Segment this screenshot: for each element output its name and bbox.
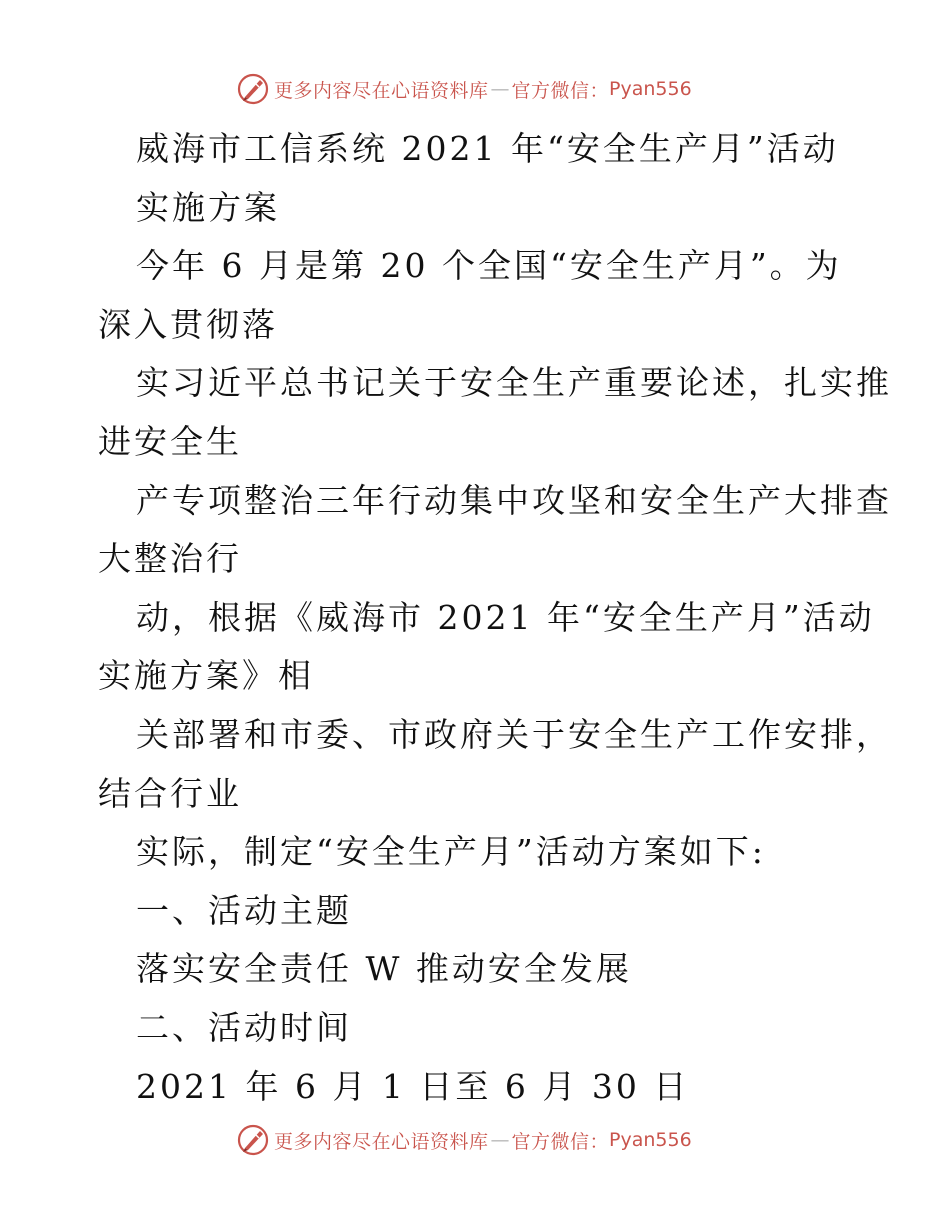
title-line-2: 实施方案 <box>136 187 280 227</box>
document-body <box>98 120 892 1116</box>
paragraph-line: 2021 年 6 月 1 日至 6 月 30 日 <box>136 1066 690 1106</box>
section-heading-time: 二、活动时间 <box>136 1007 352 1047</box>
paragraph-line: 进安全生 <box>98 421 242 461</box>
paragraph-line: 动，根据《威海市 2021 年“安全生产月”活动 <box>136 597 875 637</box>
header-watermark <box>236 72 692 106</box>
quill-pen-logo-icon <box>236 1123 270 1157</box>
watermark-suffix: 官方微信： <box>511 79 610 102</box>
section-heading-theme: 一、活动主题 <box>136 890 352 930</box>
footer-watermark <box>236 1123 692 1157</box>
paragraph-line: 深入贯彻落 <box>98 304 278 344</box>
watermark-dash: — <box>490 1129 510 1151</box>
paragraph-line: 今年 6 月是第 20 个全国“安全生产月”。为 <box>136 246 842 286</box>
title-line-1: 威海市工信系统 2021 年“安全生产月”活动 <box>136 129 839 168</box>
quill-pen-logo-icon <box>236 72 270 106</box>
paragraph-line: 结合行业 <box>98 773 242 813</box>
watermark-dash: — <box>490 78 510 100</box>
paragraph-line: 产专项整治三年行动集中攻坚和安全生产大排查 <box>136 480 892 520</box>
paragraph-line: 落实安全责任 W 推动安全发展 <box>136 949 632 989</box>
watermark-suffix: 官方微信： <box>511 1130 610 1153</box>
watermark-text: 更多内容尽在心语资料库 <box>274 1130 489 1153</box>
paragraph-line: 实习近平总书记关于安全生产重要论述，扎实推 <box>136 363 892 403</box>
watermark-handle: Pyan556 <box>609 78 692 100</box>
paragraph-line: 实施方案》相 <box>98 656 314 696</box>
paragraph-line: 实际，制定“安全生产月”活动方案如下: <box>136 832 766 872</box>
paragraph-line: 关部署和市委、市政府关于安全生产工作安排， <box>136 714 892 754</box>
watermark-text: 更多内容尽在心语资料库 <box>274 79 489 102</box>
watermark-handle: Pyan556 <box>609 1129 692 1151</box>
paragraph-line: 大整治行 <box>98 539 242 579</box>
